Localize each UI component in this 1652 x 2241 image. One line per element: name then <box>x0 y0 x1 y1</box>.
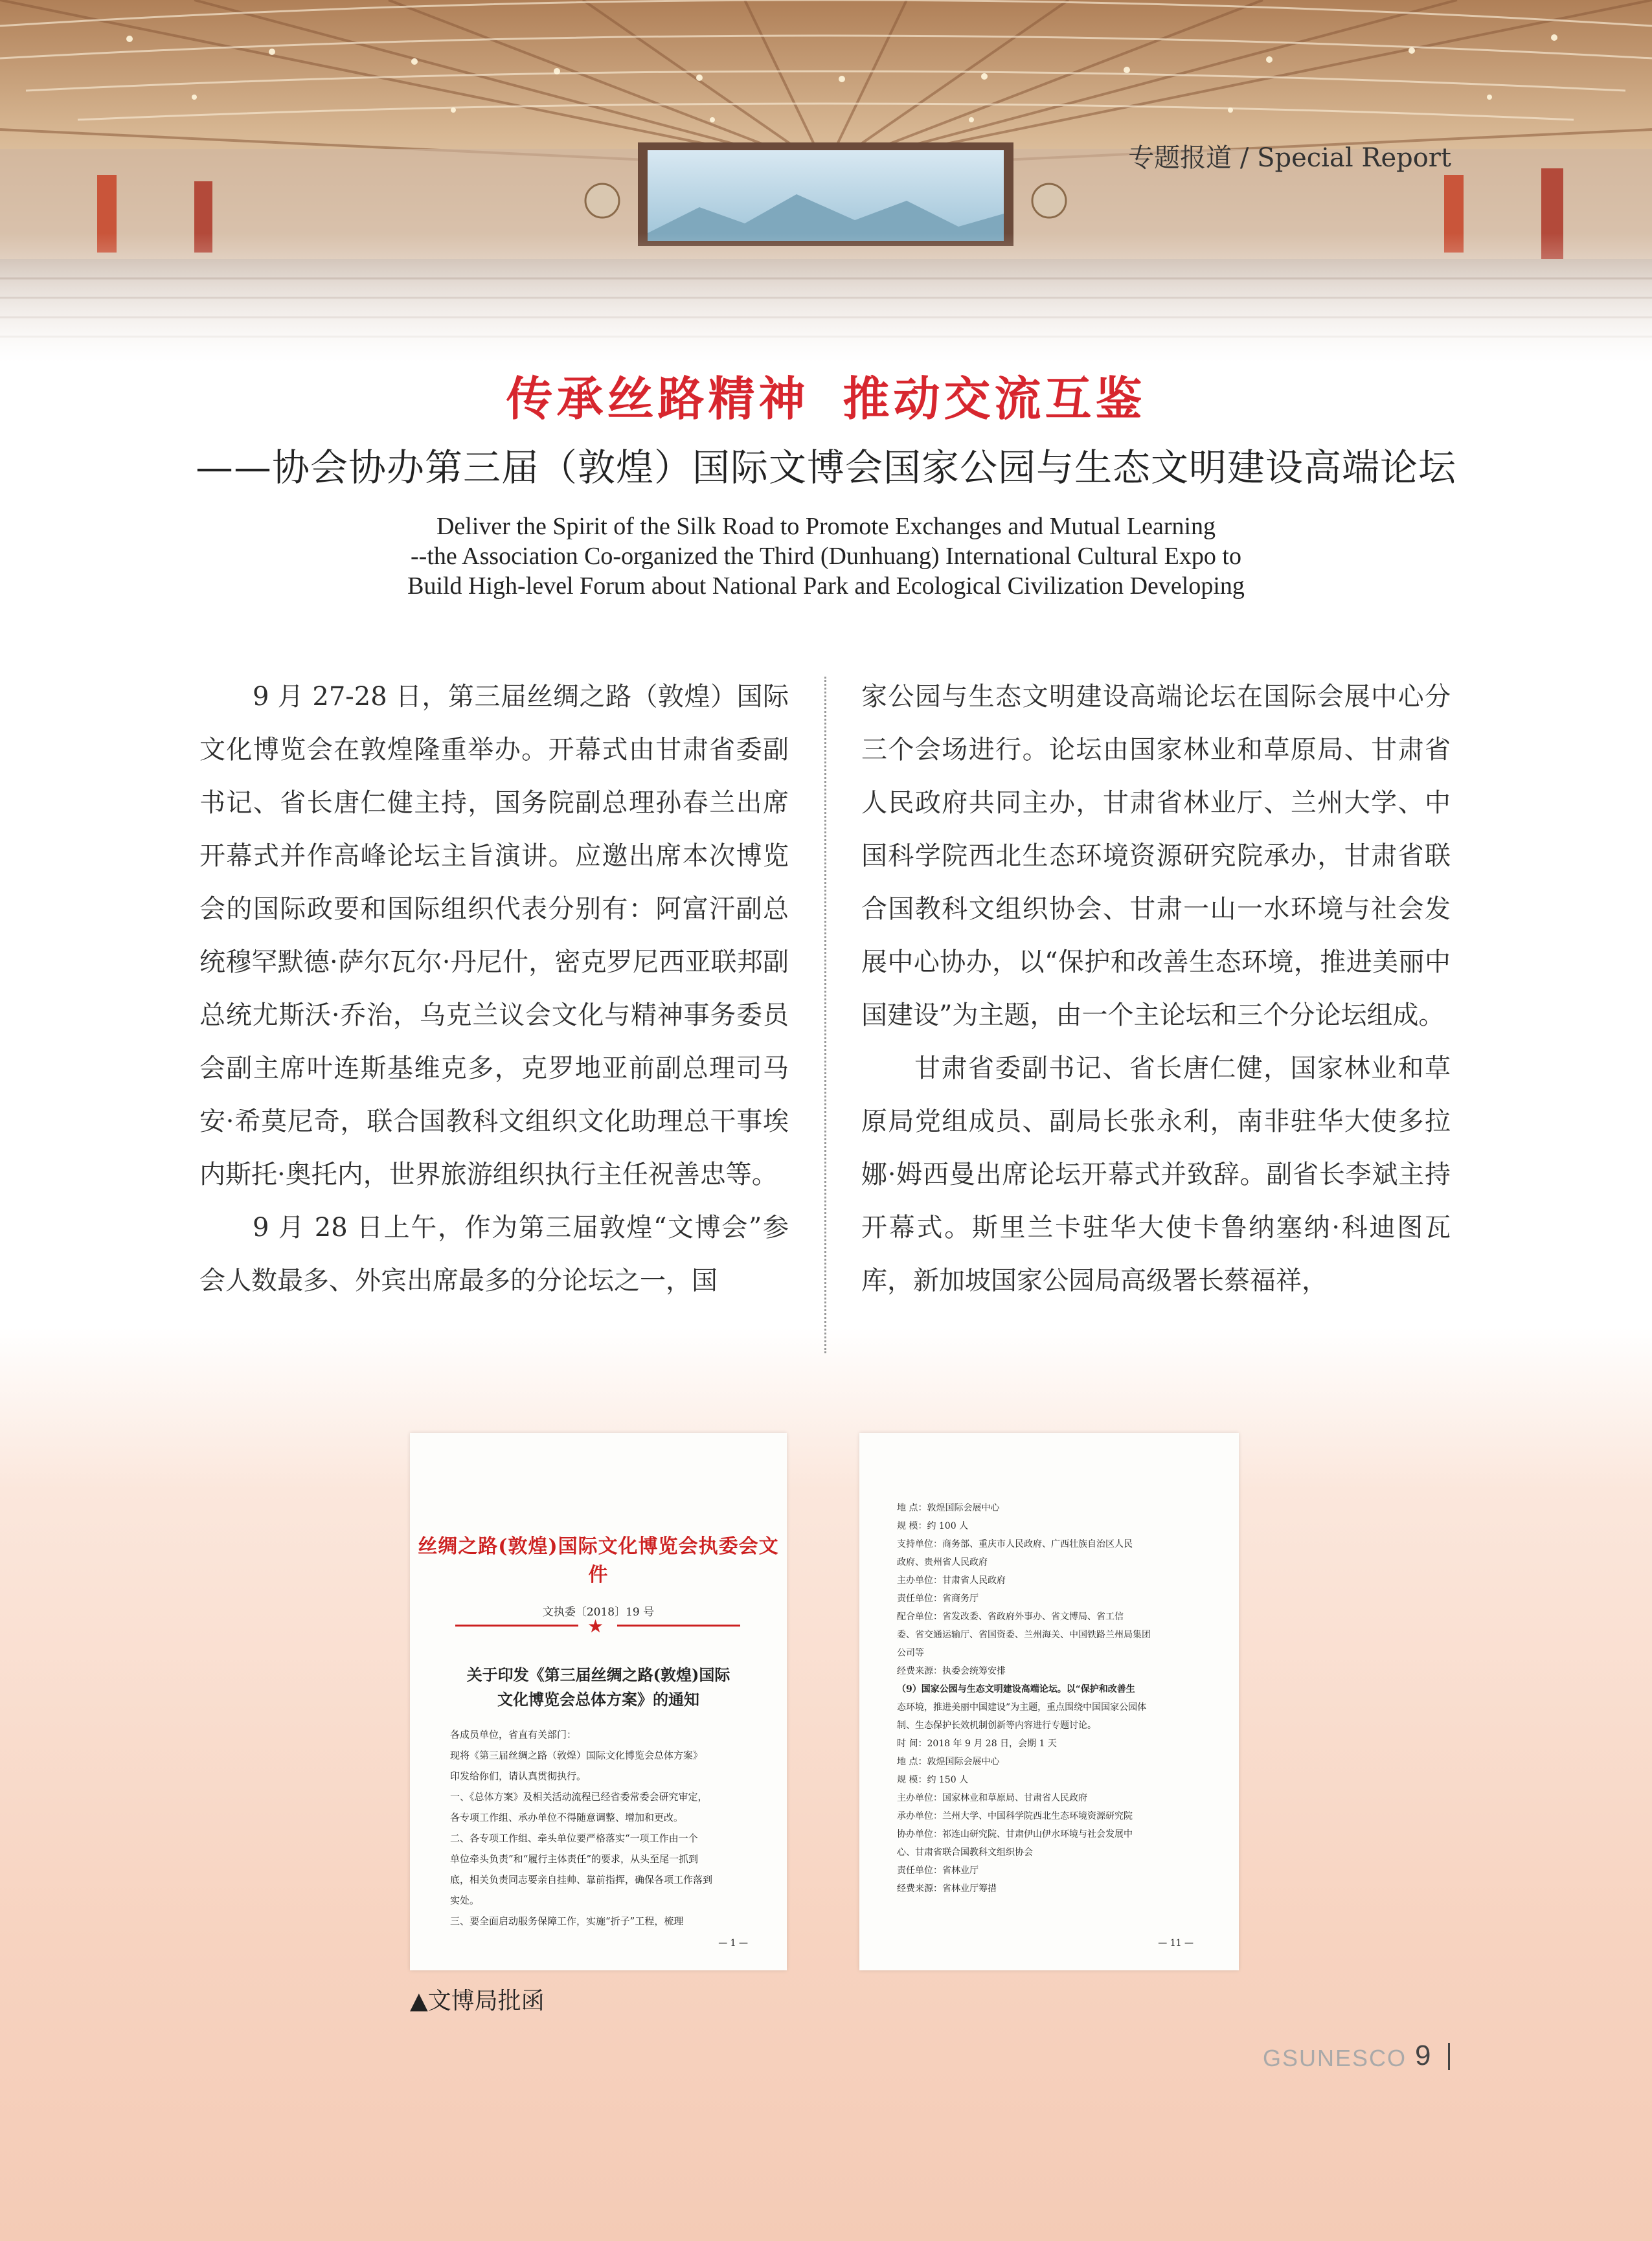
hero-photo-conference-hall <box>0 0 1652 363</box>
figure-caption: ▲文博局批函 <box>410 1988 545 2014</box>
document-number: 文执委〔2018〕19 号 <box>542 1606 655 1619</box>
article-title-part1: 传承丝路精神 <box>506 372 809 426</box>
document-line: 政府、贵州省人民政府 <box>897 1557 988 1568</box>
document-line: 责任单位：省林业厅 <box>897 1865 979 1876</box>
document-line: 印发给你们，请认真贯彻执行。 <box>450 1770 587 1782</box>
red-rule-right <box>617 1625 740 1627</box>
paragraph: 家公园与生态文明建设高端论坛在国际会展中心分三个会场进行。论坛由国家林业和草原局、甘肃省人民政府共同主办，甘肃省林业厅、兰州大学、中国科学院西北生态环境资源研究院承办，甘肃省联合国教科文组织协会、甘肃一山一水环境与社会发展中心协办，以“保护和改善生态环境，推进美丽中国建设”为主题，由一个主论坛和三个分论坛组成。 <box>861 682 1451 1030</box>
document-title-line1: 关于印发《第三届丝绸之路(敦煌)国际 <box>466 1665 730 1684</box>
column-divider <box>824 677 826 1353</box>
document-line: 实处。 <box>450 1895 480 1906</box>
document-line: 心、甘肃省联合国教科文组织协会 <box>897 1847 1033 1858</box>
document-line: 委、省交通运输厅、省国资委、兰州海关、中国铁路兰州局集团 <box>897 1630 1151 1640</box>
english-title <box>0 512 1652 601</box>
scanned-document-page-2 <box>859 1433 1239 1970</box>
document-line: 协办单位：祁连山研究院、甘肃伊山伊水环境与社会发展中 <box>897 1829 1133 1840</box>
document-page-number: — 11 — <box>1158 1938 1194 1948</box>
paragraph: 9 月 27-28 日，第三届丝绸之路（敦煌）国际文化博览会在敦煌隆重举办。开幕式由甘肃省委副书记、省长唐仁健主持，国务院副总理孙春兰出席开幕式并作高峰论坛主旨演讲。应邀出席本次博览会的国际政要和国际组织代表分别有：阿富汗副总统穆罕默德·萨尔瓦尔·丹尼什，密克罗尼西亚联邦副总统尤斯沃·乔治，乌克兰议会文化与精神事务委员会副主席叶连斯基维克多，克罗地亚前副总理司马安·希莫尼奇，联合国教科文组织文化助理总干事埃内斯托·奥托内，世界旅游组织执行主任祝善忠等。 <box>199 682 789 1189</box>
page-number: 9 <box>1415 2040 1431 2071</box>
folio-brand: GSUNESCO <box>1263 2045 1407 2071</box>
article-title-part2: 推动交流互鉴 <box>843 372 1146 426</box>
red-rule-left <box>455 1625 578 1627</box>
article-subtitle: ——协会协办第三届（敦煌）国际文博会国家公园与生态文明建设高端论坛 <box>195 445 1456 490</box>
document-line: 规 模：约 150 人 <box>897 1775 969 1785</box>
hero-fade-overlay <box>0 233 1652 363</box>
document-line: 地 点：敦煌国际会展中心 <box>897 1757 1000 1767</box>
document-line: 时 间：2018 年 9 月 28 日，会期 1 天 <box>897 1739 1057 1749</box>
document-line: 主办单位：甘肃省人民政府 <box>897 1575 1006 1586</box>
document-line: 配合单位：省发改委、省政府外事办、省文博局、省工信 <box>897 1612 1124 1622</box>
star-icon: ★ <box>587 1616 604 1637</box>
document-line: 承办单位：兰州大学、中国科学院西北生态环境资源研究院 <box>897 1811 1133 1821</box>
paragraph: 甘肃省委副书记、省长唐仁健，国家林业和草原局党组成员、副局长张永利，南非驻华大使多拉娜·姆西曼出席论坛开幕式并致辞。副省长李斌主持开幕式。斯里兰卡驻华大使卡鲁纳塞纳·科迪图瓦库，新加坡国家公园局高级署长蔡福祥， <box>861 1053 1451 1296</box>
article-title <box>0 361 1652 429</box>
document-line: （9）国家公园与生态文明建设高端论坛。以“保护和改善生 <box>897 1684 1135 1695</box>
document-line: 制、生态保护长效机制创新等内容进行专题讨论。 <box>897 1720 1096 1731</box>
document-line: 单位牵头负责”和“履行主体责任”的要求，从头至尾一抓到 <box>450 1853 699 1865</box>
document-title-line2: 文化博览会总体方案》的通知 <box>497 1690 699 1709</box>
section-tag: 专题报道 / Special Report <box>1128 143 1451 173</box>
document-line: 各成员单位，省直有关部门： <box>450 1729 577 1740</box>
document-line: 各专项工作组、承办单位不得随意调整、增加和更改。 <box>450 1812 684 1823</box>
document-line: 支持单位：商务部、重庆市人民政府、广西壮族自治区人民 <box>897 1539 1133 1549</box>
document-line: 经费来源：执委会统筹安排 <box>897 1666 1006 1676</box>
document-line: 地 点：敦煌国际会展中心 <box>897 1503 1000 1513</box>
document-line: 底，相关负责同志要亲自挂帅、靠前指挥，确保各项工作落到 <box>450 1874 713 1886</box>
document-line: 规 模：约 100 人 <box>897 1521 969 1531</box>
english-title-line2: --the Association Co-organized the Third (Dunhuang) International Cultural Expo to <box>411 543 1241 570</box>
document-line: 三、要全面启动服务保障工作，实施“折子”工程，梳理 <box>450 1915 684 1927</box>
body-column-right <box>861 670 1451 1307</box>
document-header: 丝绸之路(敦煌)国际文化博览会执委会文件 <box>418 1535 779 1586</box>
document-line: 公司等 <box>897 1648 924 1658</box>
english-title-line1: Deliver the Spirit of the Silk Road to Promote Exchanges and Mutual Learning <box>436 513 1216 540</box>
body-column-left <box>199 670 789 1307</box>
document-line: 现将《第三届丝绸之路（敦煌）国际文化博览会总体方案》 <box>450 1750 703 1761</box>
paragraph: 9 月 28 日上午，作为第三届敦煌“文博会”参会人数最多、外宾出席最多的分论坛之一，国 <box>199 1213 789 1296</box>
document-line: 经费来源：省林业厅筹措 <box>897 1884 997 1894</box>
document-line: 主办单位：国家林业和草原局、甘肃省人民政府 <box>897 1793 1087 1803</box>
document-line: 态环境，推进美丽中国建设”为主题，重点围绕中国国家公园体 <box>897 1702 1147 1713</box>
document-line: 二、各专项工作组、牵头单位要严格落实“一项工作由一个 <box>450 1832 698 1844</box>
document-line: 一、《总体方案》及相关活动流程已经省委常委会研究审定， <box>450 1791 708 1803</box>
english-title-line3: Build High-level Forum about National Park and Ecological Civilization Developing <box>407 572 1245 600</box>
document-line: 责任单位：省商务厅 <box>897 1593 979 1604</box>
document-page-number: — 1 — <box>718 1938 748 1948</box>
scanned-document-page-1 <box>410 1433 787 1970</box>
folio-divider <box>1448 2043 1450 2070</box>
